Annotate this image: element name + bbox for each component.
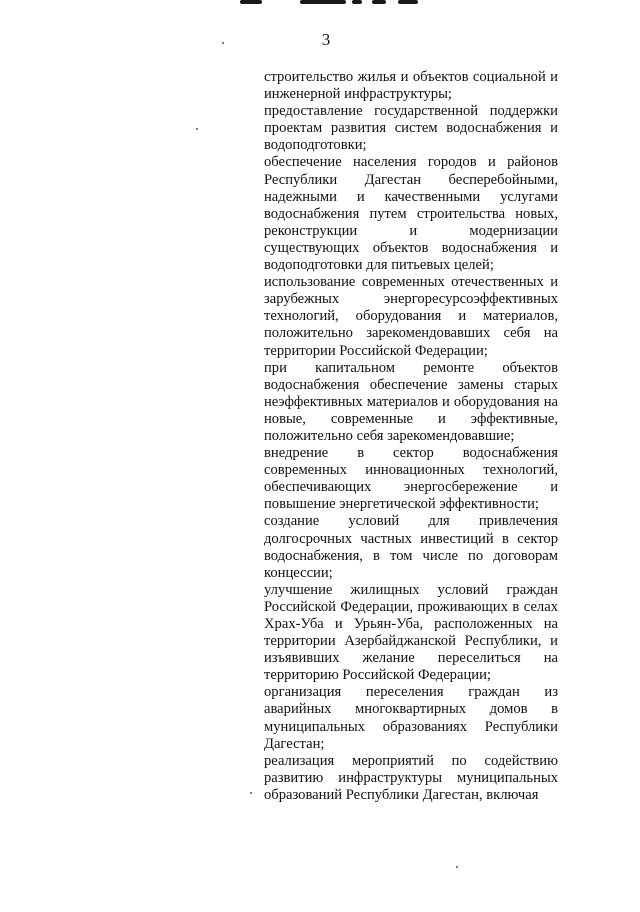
list-item: внедрение в сектор водоснабжения современных инновационных технологий, обеспечивающих энергосбережение и повышение энергетической эффективности;	[264, 445, 558, 513]
scan-mark	[300, 0, 346, 4]
list-item: реализация мероприятий по содействию развитию инфраструктуры муниципальных образований Республики Дагестан, включая	[264, 752, 558, 803]
scan-speck	[456, 866, 458, 868]
scan-mark	[240, 0, 262, 4]
scan-mark	[372, 0, 386, 4]
list-item: организация переселения граждан из аварийных многоквартирных домов в муниципальных образованиях Республики Дагестан;	[264, 684, 558, 752]
list-item: при капитальном ремонте объектов водоснабжения обеспечение замены старых неэффективных материалов и оборудования на новые, современные и эффективные, положительно себя зарекомендовавшие;	[264, 359, 558, 444]
scan-speck	[196, 128, 198, 130]
list-item: создание условий для привлечения долгосрочных частных инвестиций в сектор водоснабжения, в том числе по договорам концессии;	[264, 513, 558, 581]
list-item: обеспечение населения городов и районов Республики Дагестан бесперебойными, надежными и качественными услугами водоснабжения путем строительства новых, реконструкции и модернизации существующих объектов водоснабжения и водоподготовки для питьевых целей;	[264, 154, 558, 274]
list-item: предоставление государственной поддержки проектам развития систем водоснабжения и водоподготовки;	[264, 103, 558, 154]
list-item: строительство жилья и объектов социальной и инженерной инфраструктуры;	[264, 69, 558, 103]
page-number: 3	[321, 30, 331, 49]
list-item: улучшение жилищных условий граждан Российской Федерации, проживающих в селах Храх-Уба и Урьян-Уба, расположенных на территории Азербайджанской Республики, и изъявивших желание переселиться на территорию Российской Федерации;	[264, 581, 558, 684]
list-item: использование современных отечественных и зарубежных энергоресурсоэффективных технологий, оборудования и материалов, положительно зарекомендовавших себя на территории Российской Федерации;	[264, 274, 558, 359]
scan-mark	[398, 0, 418, 4]
scan-mark	[352, 0, 362, 4]
document-body	[264, 69, 558, 804]
scan-speck	[250, 792, 252, 794]
